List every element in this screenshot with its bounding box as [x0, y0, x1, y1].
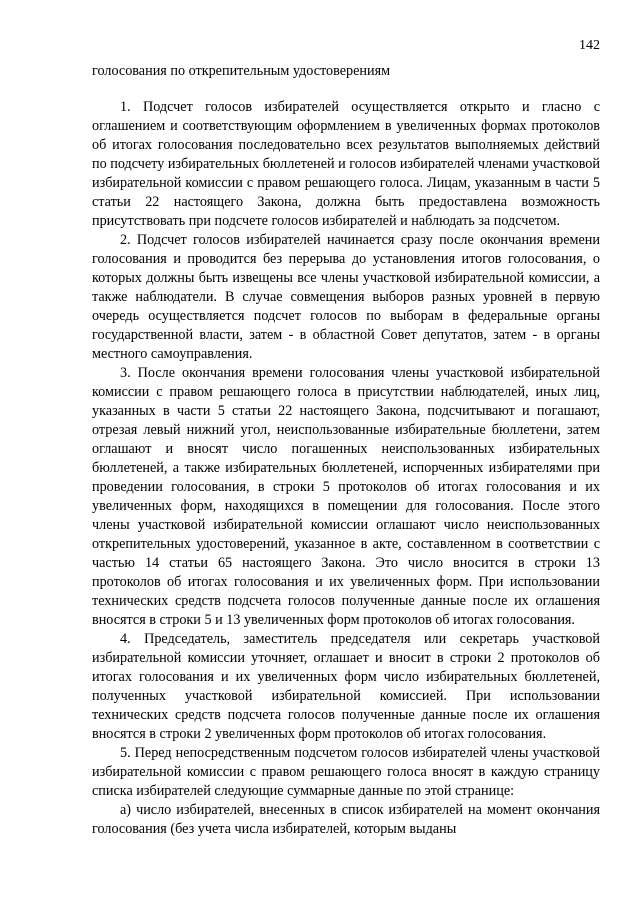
paragraph-1: 1. Подсчет голосов избирателей осуществляется открыто и гласно с оглашением и соответствующим оформлением в увеличенных формах протоколов об итогах голосования последовательно всех результатов выполняемых действий по подсчету избирательных бюллетеней и голосов избирателей членами участковой избирательной комиссии с правом решающего голоса. Лицам, указанным в части 5 статьи 22 настоящего Закона, должна быть предоставлена возможность присутствовать при подсчете голосов избирателей и наблюдать за подсчетом. [92, 99, 600, 229]
page-body [92, 62, 600, 839]
paragraph-3: 3. После окончания времени голосования члены участковой избирательной комиссии с правом решающего голоса в присутствии наблюдателей, иных лиц, указанных в части 5 статьи 22 настоящего Закона, подсчитывают и погашают, отрезая левый нижний угол, неиспользованные избирательные бюллетени, затем оглашают и вносят число погашенных неиспользованных избирательных бюллетеней, а также избирательных бюллетеней, испорченных избирателями при проведении голосования, в строки 5 протоколов об итогах голосования и их увеличенных форм, находящихся в помещении для голосования. После этого члены участковой избирательной комиссии оглашают число неиспользованных открепительных удостоверений, указанное в акте, составленном в соответствии с частью 14 статьи 65 настоящего Закона. Это число вносится в строки 13 протоколов об итогах голосования и их увеличенных форм. При использовании технических средств подсчета голосов полученные данные после их оглашения вносятся в строки 5 и 13 увеличенных форм протоколов об итогах голосования. [92, 365, 600, 628]
page-number: 142 [579, 38, 600, 53]
paragraph-5: 5. Перед непосредственным подсчетом голосов избирателей члены участковой избирательной комиссии с правом решающего голоса вносят в каждую страницу списка избирателей следующие суммарные данные по этой странице: [92, 745, 600, 799]
paragraph-4: 4. Председатель, заместитель председателя или секретарь участковой избирательной комиссии уточняет, оглашает и вносит в строки 2 протоколов об итогах голосования и их увеличенных форм число избирательных бюллетеней, полученных участковой избирательной комиссией. При использовании технических средств подсчета голосов полученные данные после их оглашения вносятся в строки 2 увеличенных форм протоколов об итогах голосования. [92, 631, 600, 742]
paragraph-5a: а) число избирателей, внесенных в список избирателей на момент окончания голосования (без учета числа избирателей, которым выданы [92, 802, 600, 837]
continuation-line: голосования по открепительным удостоверениям [92, 63, 391, 79]
paragraph-2: 2. Подсчет голосов избирателей начинается сразу после окончания времени голосования и проводится без перерыва до установления итогов голосования, о которых должны быть извещены все члены участковой избирательной комиссии, а также наблюдатели. В случае совмещения выборов разных уровней в первую очередь осуществляется подсчет голосов по выборам в федеральные органы государственной власти, затем - в областной Совет депутатов, затем - в органы местного самоуправления. [92, 232, 600, 362]
